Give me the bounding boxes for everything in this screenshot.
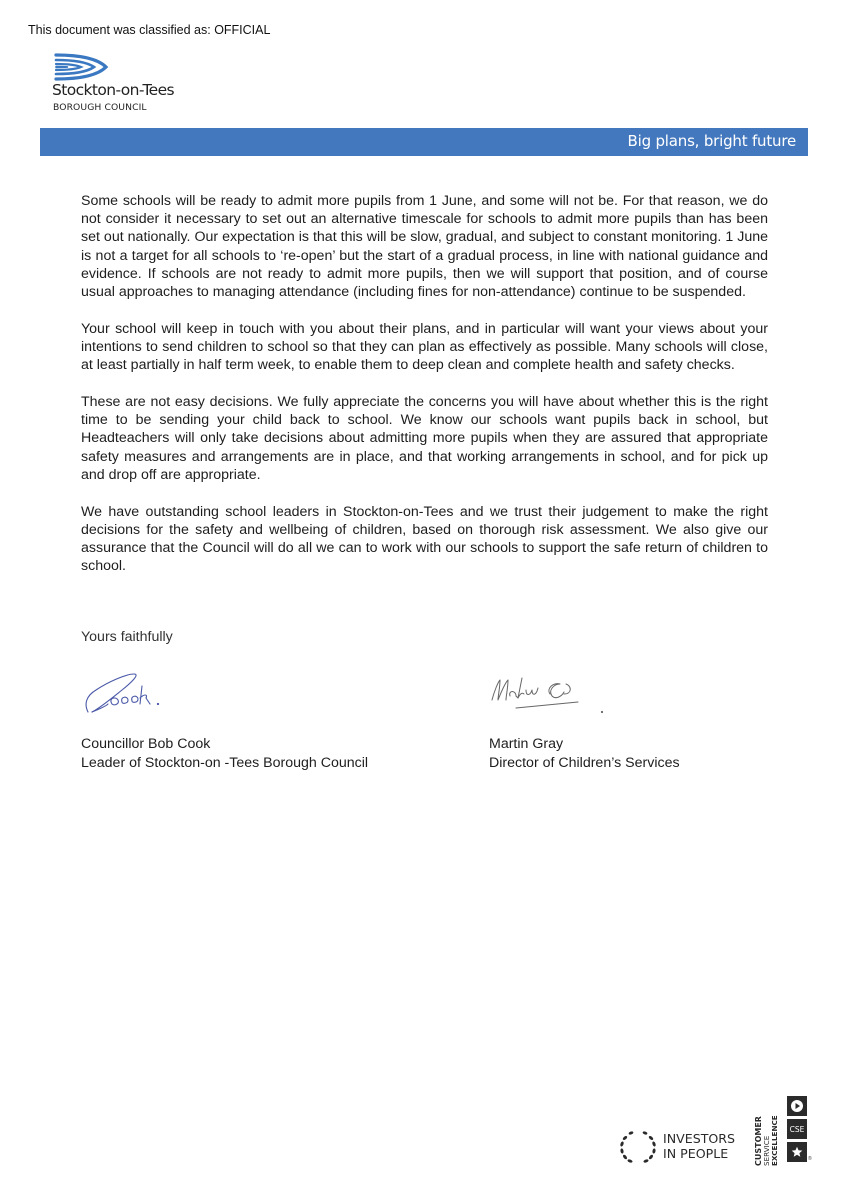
svg-text:CUSTOMER: CUSTOMER — [754, 1116, 763, 1166]
paragraph: Your school will keep in touch with you about their plans, and in particular will want your views about your intentions to send children to school so that they can plan as effectively as possible. Many schools will close, at least partially in half term week, to enable them to deep clean and complete health and safety checks. — [81, 320, 768, 374]
slogan-banner — [40, 128, 808, 156]
investors-in-people-text: INVESTORS IN PEOPLE — [663, 1131, 736, 1161]
signature-cook-icon — [82, 668, 192, 720]
paragraph: Some schools will be ready to admit more pupils from 1 June, and some will not be. For that reason, we do not consider it necessary to set out an alternative timescale for schools to admit more pupils than has been set out nationally. Our expectation is that this will be slow, gradual, and subject to constant monitoring. 1 June is not a target for all schools to ‘re-open’ but the start of a gradual process, in line with national guidance and evidence. If schools are not ready to admit more pupils, then we will support that position, and of course usual approaches to managing attendance (including fines for non-attendance) continue to be suspended. — [81, 193, 768, 301]
council-logo — [52, 52, 192, 122]
laurel-wreath-icon — [618, 1128, 658, 1166]
cse-vertical-text — [752, 1094, 782, 1166]
cse-badge: CSE — [787, 1119, 807, 1139]
signature-gray-icon — [488, 672, 628, 720]
play-icon — [787, 1096, 807, 1116]
letter-body — [81, 192, 768, 594]
signatory-name: Martin Gray — [489, 736, 564, 752]
paragraph: These are not easy decisions. We fully appreciate the concerns you will have about whether this is the right time to be sending your child back to school. We know our schools want pupils back in school, but Headteachers will only take decisions about admitting more pupils when they are assured that appropriate safety measures and arrangements are in place, and that working arrangements in school, and for pick up and drop off are appropriate. — [81, 394, 768, 483]
paragraph: We have outstanding school leaders in Stockton-on-Tees and we trust their judgement to make the right decisions for the safety and wellbeing of children, based on thorough risk assessment. We also give our assurance that the Council will do all we can to work with our schools to support the safe return of children to school. — [81, 503, 768, 575]
council-subtitle: BOROUGH COUNCIL — [53, 102, 147, 113]
council-name: Stockton-on-Tees — [52, 81, 175, 99]
waves-logo-icon — [54, 52, 114, 82]
signatory-cook — [81, 735, 368, 772]
registered-mark: ® — [808, 1156, 812, 1162]
signatory-title: Director of Children’s Services — [489, 754, 680, 771]
svg-text:SERVICE: SERVICE — [762, 1135, 771, 1166]
signatory-gray — [489, 735, 680, 772]
classification-label: This document was classified as: OFFICIAL — [28, 23, 271, 37]
star-icon — [787, 1142, 807, 1162]
investors-in-people-logo — [616, 1126, 746, 1170]
signatory-title: Leader of Stockton-on -Tees Borough Council — [81, 754, 369, 771]
slogan-text: Big plans, bright future — [627, 132, 796, 150]
svg-text:EXCELLENCE: EXCELLENCE — [770, 1115, 779, 1166]
signatory-name: Councillor Bob Cook — [81, 736, 211, 752]
customer-service-excellence-logo — [752, 1094, 814, 1170]
closing-salutation: Yours faithfully — [81, 629, 173, 645]
